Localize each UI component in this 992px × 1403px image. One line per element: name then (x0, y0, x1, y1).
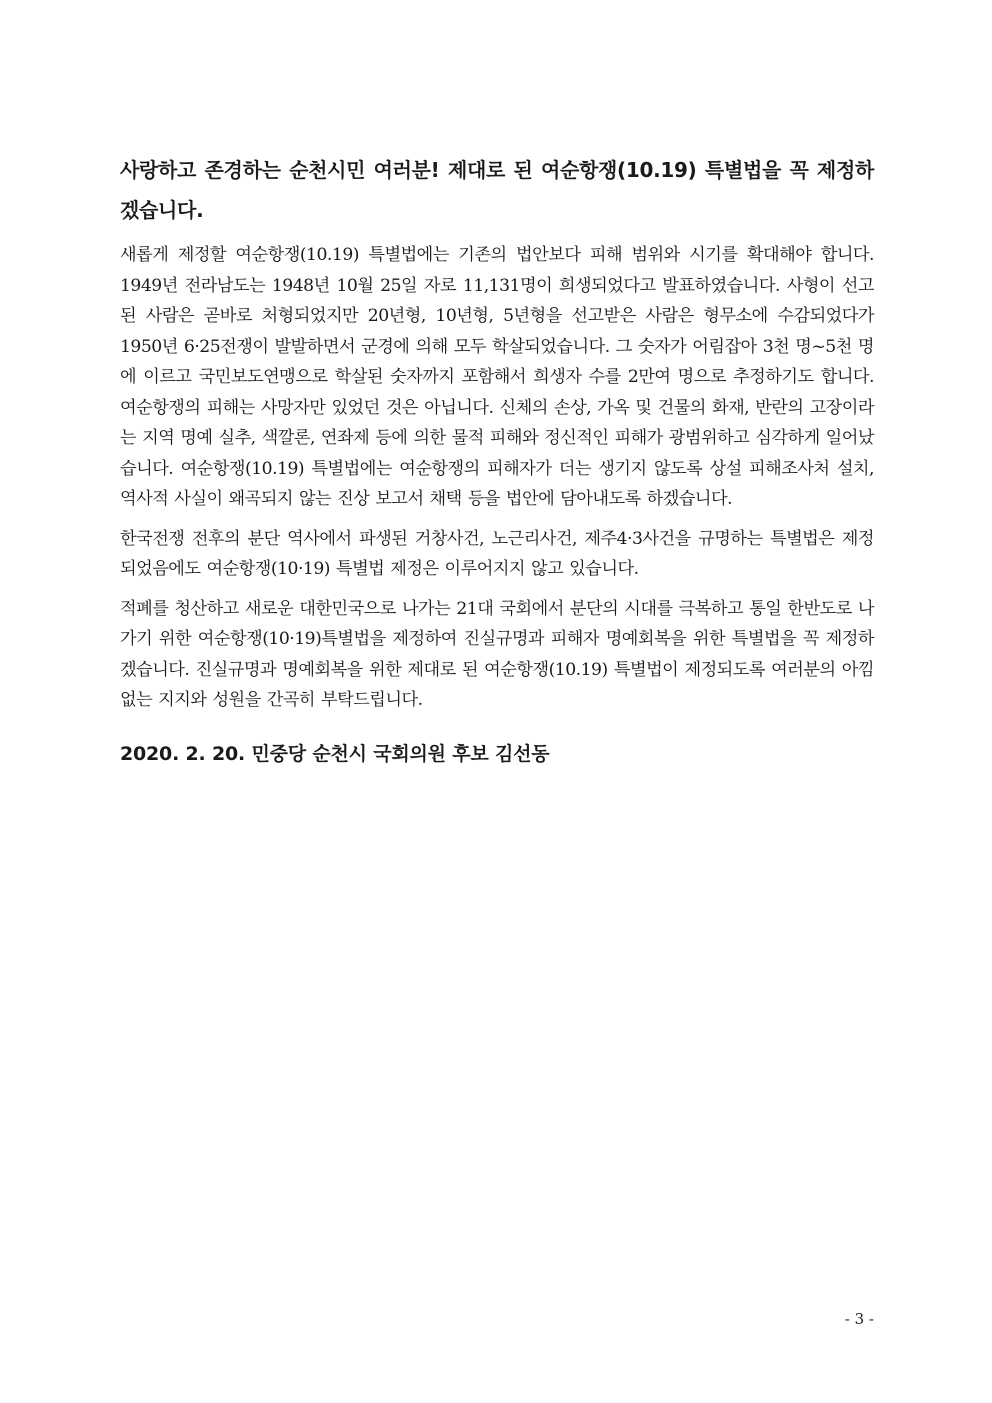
body-paragraph-3: 적폐를 청산하고 새로운 대한민국으로 나가는 21대 국회에서 분단의 시대를 극복하고 통일 한반도로 나가기 위한 여순항쟁(10·19)특별법을 제정하여 진실규명과 피해자 명예회복을 위한 특별법을 꼭 제정하겠습니다. 진실규명과 명예회복을 위한 제대로 된 여순항쟁(10.19) 특별법이 제정되도록 여러분의 아낌없는 지지와 성원을 간곡히 부탁드립니다. (120, 598, 874, 710)
body-paragraph-1: 새롭게 제정할 여순항쟁(10.19) 특별법에는 기존의 법안보다 피해 범위와 시기를 확대해야 합니다. 1949년 전라남도는 1948년 10월 25일 자로 11,131명이 희생되었다고 발표하였습니다. 사형이 선고된 사람은 곧바로 처형되었지만 20년형, 10년형, 5년형을 선고받은 사람은 형무소에 수감되었다가 1950년 6·25전쟁이 발발하면서 군경에 의해 모두 학살되었습니다. 그 숫자가 어림잡아 3천 명~5천 명에 이르고 국민보도연맹으로 학살된 숫자까지 포함해서 희생자 수를 2만여 명으로 추정하기도 합니다. 여순항쟁의 피해는 사망자만 있었던 것은 아닙니다. 신체의 손상, 가옥 및 건물의 화재, 반란의 고장이라는 지역 명예 실추, 색깔론, 연좌제 등에 의한 물적 피해와 정신적인 피해가 광범위하고 심각하게 일어났습니다. 여순항쟁(10.19) 특별법에는 여순항쟁의 피해자가 더는 생기지 않도록 상설 피해조사처 설치, 역사적 사실이 왜곡되지 않는 진상 보고서 채택 등을 법안에 담아내도록 하겠습니다. (120, 245, 874, 509)
document-page (120, 150, 874, 770)
signature-line: 2020. 2. 20. 민중당 순천시 국회의원 후보 김선동 (120, 742, 550, 765)
document-heading: 사랑하고 존경하는 순천시민 여러분! 제대로 된 여순항쟁(10.19) 특별법을 꼭 제정하겠습니다. (120, 158, 874, 222)
page-number: - 3 - (844, 1310, 874, 1328)
body-paragraph-2: 한국전쟁 전후의 분단 역사에서 파생된 거창사건, 노근리사건, 제주4·3사건을 규명하는 특별법은 제정되었음에도 여순항쟁(10·19) 특별법 제정은 이루어지지 않고 있습니다. (120, 528, 874, 579)
